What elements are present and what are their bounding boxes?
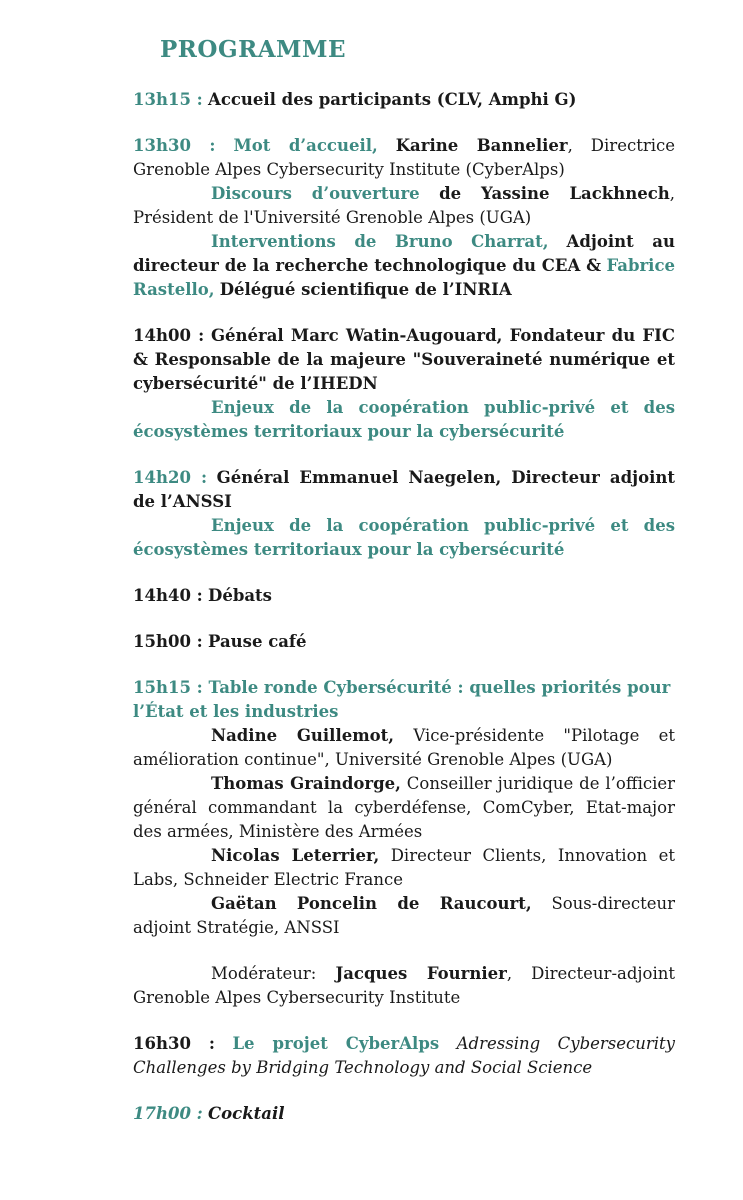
welcome-label: Mot d’accueil, xyxy=(233,136,378,155)
session-time: 13h30 : xyxy=(133,136,216,155)
speaker-name: Général Emmanuel Naegelen, Directeur adjoint de l’ANSSI xyxy=(133,468,675,511)
talk-topic: Enjeux de la coopération public-privé et des écosystèmes territoriaux pour la cybersécurité xyxy=(133,516,675,559)
speaker-name: de Yassine Lackhnech xyxy=(439,184,670,203)
talk-topic: Enjeux de la coopération public-privé et des écosystèmes territoriaux pour la cybersécurité xyxy=(133,398,675,441)
session-time: 14h40 : xyxy=(133,586,203,605)
panelist-role: Sous-directeur adjoint Stratégie, ANSSI xyxy=(133,894,675,937)
speaker-role: Délégué scientifique de l’INRIA xyxy=(219,280,512,299)
interventions-label: Interventions de Bruno Charrat, xyxy=(211,232,549,251)
session-time: 14h00 : xyxy=(133,326,205,345)
page-title: PROGRAMME xyxy=(160,36,346,63)
opening-speech-label: Discours d’ouverture xyxy=(211,184,420,203)
panelist-role: Conseiller juridique de l’officier général commandant la cyberdéfense, ComCyber, Etat-major des armées, Ministère des Armées xyxy=(133,774,676,841)
panelist-role: Vice-présidente "Pilotage et amélioration continue", Université Grenoble Alpes (UGA) xyxy=(133,726,676,769)
speaker-role: , Directrice Grenoble Alpes Cybersecurity Institute (CyberAlps) xyxy=(133,136,675,179)
panelist-name: Gaëtan Poncelin de Raucourt, xyxy=(211,894,532,913)
speaker-name: Général Marc Watin-Augouard, Fondateur du FIC & Responsable de la majeure "Souveraineté numérique et cybersécurité" de l’IHEDN xyxy=(133,326,675,393)
session-title: Pause café xyxy=(208,632,307,651)
session-1515 xyxy=(133,676,675,1010)
speaker-role: Adjoint au directeur de la recherche technologique du CEA & xyxy=(133,232,675,275)
session-1700 xyxy=(133,1102,675,1126)
session-time: 17h00 : xyxy=(133,1104,203,1123)
project-title: Le projet CyberAlps xyxy=(232,1034,440,1053)
panelist-name: Thomas Graindorge, xyxy=(211,774,401,793)
session-time: 15h00 : xyxy=(133,632,203,651)
speaker-name: Fabrice Rastello, xyxy=(133,256,675,299)
session-1440 xyxy=(133,584,675,608)
session-time: 13h15 : xyxy=(133,90,203,109)
session-time: 14h20 : xyxy=(133,468,208,487)
moderator-label: Modérateur: xyxy=(211,964,317,983)
speaker-role: , Président de l'Université Grenoble Alpes (UGA) xyxy=(133,184,675,227)
roundtable-heading: 15h15 : Table ronde Cybersécurité : quelles priorités pour l’État et les industries xyxy=(133,678,671,721)
session-time: 16h30 : xyxy=(133,1034,215,1053)
session-1330 xyxy=(133,134,675,302)
session-1420 xyxy=(133,466,675,562)
panelist-role: Directeur Clients, Innovation et Labs, Schneider Electric France xyxy=(133,846,675,889)
session-title: Débats xyxy=(208,586,272,605)
session-1500 xyxy=(133,630,675,654)
session-title: Accueil des participants (CLV, Amphi G) xyxy=(208,90,577,109)
panelist-name: Nicolas Leterrier, xyxy=(211,846,380,865)
speaker-name: Karine Bannelier xyxy=(395,136,568,155)
session-1400 xyxy=(133,324,675,444)
panelist-name: Nadine Guillemot, xyxy=(211,726,395,745)
session-1315 xyxy=(133,88,675,112)
session-title: Cocktail xyxy=(208,1104,285,1123)
project-subtitle: Adressing Cybersecurity Challenges by Bridging Technology and Social Science xyxy=(133,1034,675,1077)
programme-content xyxy=(133,88,675,1148)
moderator-name: Jacques Fournier xyxy=(335,964,507,983)
moderator-role: , Directeur-adjoint Grenoble Alpes Cybersecurity Institute xyxy=(133,964,676,1007)
session-1630 xyxy=(133,1032,675,1080)
